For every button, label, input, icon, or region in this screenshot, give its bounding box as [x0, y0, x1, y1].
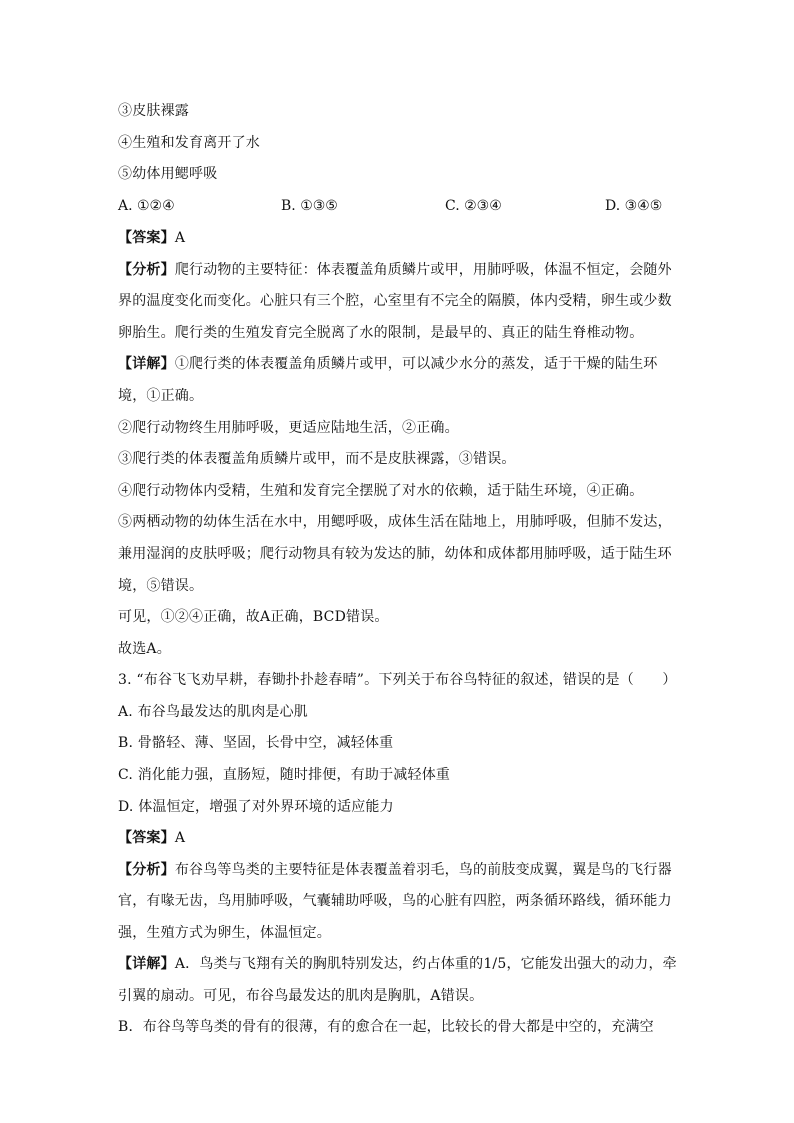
- q3-detail-line-3: B．布谷鸟等鸟类的骨有的很薄，有的愈合在一起，比较长的骨大都是中空的，充满空: [118, 1019, 654, 1035]
- q2-analysis-line-1: [118, 260, 672, 280]
- q3-analysis-text-1: 布谷鸟等鸟类的主要特征是体表覆盖着羽毛，鸟的前肢变成翼，翼是鸟的飞行器: [174, 862, 672, 878]
- q2-detail-tag: 【详解】: [118, 356, 175, 372]
- q2-detail-line-3: ②爬行动物终生用肺呼吸，更适应陆地生活，②正确。: [118, 420, 459, 436]
- q2-detail-line-5: ④爬行动物体内受精，生殖和发育完全摆脱了对水的依赖，适于陆生环境，④正确。: [118, 483, 644, 499]
- q3-option-d: D. 体温恒定，增强了对外界环境的适应能力: [118, 799, 394, 815]
- q3-stem: 3. “布谷飞飞劝早耕，春锄扑扑趁春晴”。下列关于布谷鸟特征的叙述，错误的是（ ）: [118, 672, 677, 688]
- q2-statement-5: ⑤幼体用鳃呼吸: [118, 166, 218, 182]
- q2-detail-line-1: [118, 354, 658, 374]
- q2-final-choice: 故选A。: [118, 641, 171, 657]
- q2-option-b: B. ①③⑤: [281, 198, 338, 214]
- q3-analysis-line-2: 官，有喙无齿，鸟用肺呼吸，气囊辅助呼吸，鸟的心脏有四腔，两条循环路线，循环能力: [118, 893, 672, 909]
- q2-detail-line-6: ⑤两栖动物的幼体生活在水中，用鳃呼吸，成体生活在陆地上，用肺呼吸，但肺不发达，: [118, 514, 672, 530]
- q2-analysis-tag: 【分析】: [118, 262, 175, 278]
- q2-analysis-line-2: 界的温度变化而变化。心脏只有三个腔，心室里有不完全的隔膜，体内受精，卵生或少数: [118, 293, 672, 309]
- q2-analysis-line-3: 卵胎生。爬行类的生殖发育完全脱离了水的限制，是最早的、真正的陆生脊椎动物。: [118, 325, 644, 341]
- q2-conclusion: 可见，①②④正确，故A正确，BCD错误。: [118, 609, 389, 625]
- q3-detail-line-2: 引翼的扇动。可见，布谷鸟最发达的肌肉是胸肌，A错误。: [118, 988, 484, 1004]
- q3-answer-tag: 【答案】: [118, 830, 175, 846]
- q3-analysis-tag: 【分析】: [118, 862, 175, 878]
- q2-option-d: D. ③④⑤: [605, 198, 663, 214]
- q2-detail-line-8: 境，⑤错误。: [118, 578, 204, 594]
- q2-option-c: C. ②③④: [445, 198, 502, 214]
- q2-detail-line-7: 兼用湿润的皮肤呼吸；爬行动物具有较为发达的肺，幼体和成体都用肺呼吸，适于陆生环: [118, 546, 672, 562]
- q2-detail-line-2: 境，①正确。: [118, 388, 204, 404]
- q3-detail-text-1: A．鸟类与飞翔有关的胸肌特别发达，约占体重的1/5，它能发出强大的动力，牵: [174, 956, 677, 972]
- q3-answer: [118, 828, 185, 848]
- q3-detail-line-1: [118, 954, 677, 974]
- q3-detail-tag: 【详解】: [118, 956, 175, 972]
- q2-statement-4: ④生殖和发育离开了水: [118, 135, 260, 151]
- q2-detail-text-1: ①爬行类的体表覆盖角质鳞片或甲，可以减少水分的蒸发，适于干燥的陆生环: [174, 356, 658, 372]
- q3-option-b: B. 骨骼轻、薄、坚固，长骨中空，减轻体重: [118, 735, 394, 751]
- q2-option-a: A. ①②④: [118, 198, 175, 214]
- q2-answer-tag: 【答案】: [118, 230, 175, 246]
- q2-detail-line-4: ③爬行类的体表覆盖角质鳞片或甲，而不是皮肤裸露，③错误。: [118, 451, 516, 467]
- q3-answer-value: A: [174, 830, 186, 846]
- q2-options: [118, 196, 678, 216]
- q2-statement-3: ③皮肤裸露: [118, 103, 189, 119]
- q3-option-a: A. 布谷鸟最发达的肌肉是心肌: [118, 704, 309, 720]
- q3-analysis-line-3: 强，生殖方式为卵生，体温恒定。: [118, 925, 331, 941]
- q2-analysis-text-1: 爬行动物的主要特征：体表覆盖角质鳞片或甲，用肺呼吸，体温不恒定，会随外: [174, 262, 672, 278]
- q2-answer: [118, 228, 185, 248]
- q2-answer-value: A: [174, 230, 186, 246]
- q3-option-c: C. 消化能力强，直肠短，随时排便，有助于减轻体重: [118, 767, 451, 783]
- q3-analysis-line-1: [118, 860, 672, 880]
